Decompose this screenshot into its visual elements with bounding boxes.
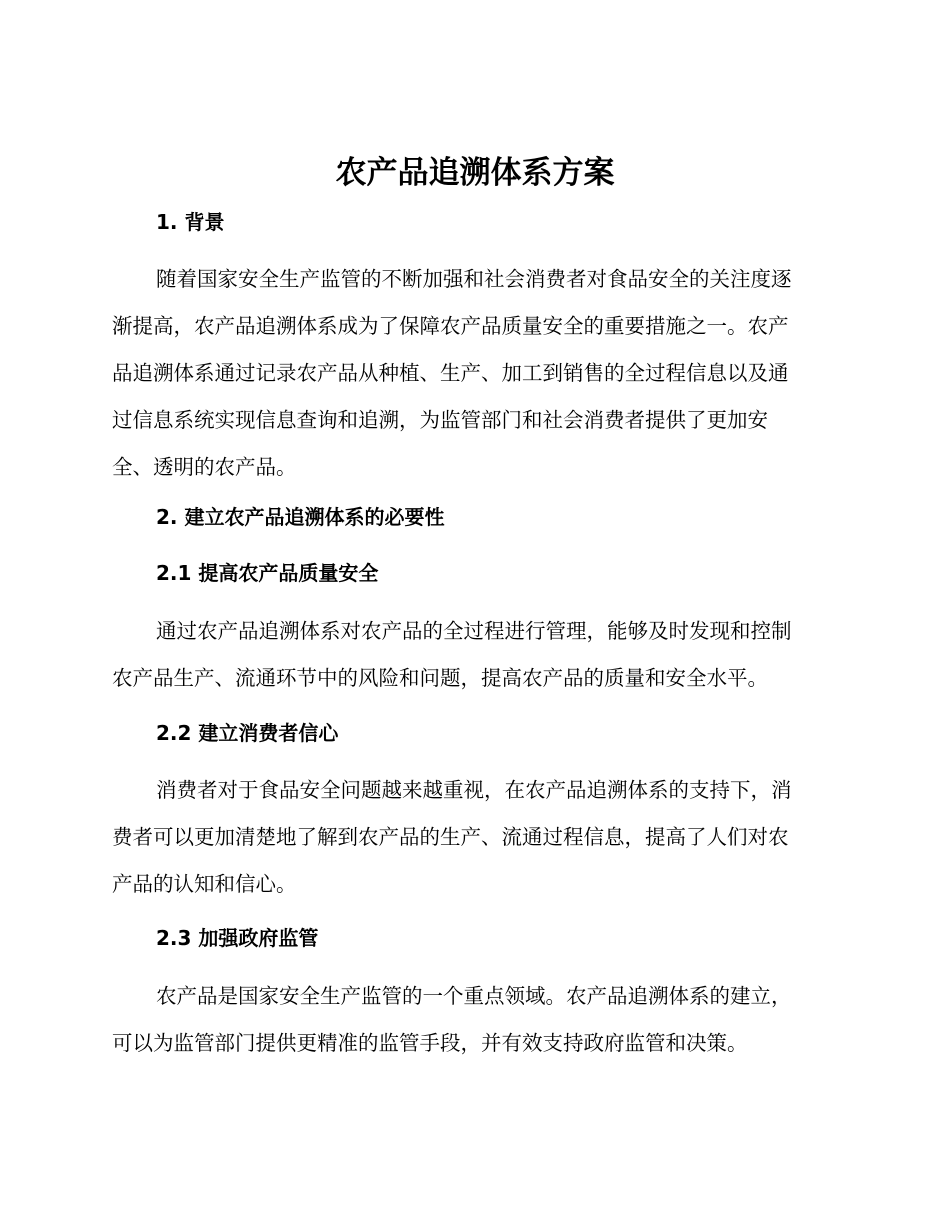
- paragraph-line: 费者可以更加清楚地了解到农产品的生产、流通过程信息，提高了人们对农: [112, 825, 789, 849]
- paragraph-line: 渐提高，农产品追溯体系成为了保障农产品质量安全的重要措施之一。农产: [112, 314, 789, 338]
- paragraph-quality-safety: [112, 608, 837, 702]
- paragraph-line: 过信息系统实现信息查询和追溯，为监管部门和社会消费者提供了更加安: [112, 408, 768, 432]
- section-heading-necessity: 2. 建立农产品追溯体系的必要性: [156, 505, 445, 529]
- subsection-heading-quality-safety: 2.1 提高农产品质量安全: [156, 561, 379, 585]
- paragraph-line: 农产品是国家安全生产监管的一个重点领域。农产品追溯体系的建立，: [156, 984, 792, 1008]
- paragraph-consumer-confidence: [112, 767, 837, 908]
- subsection-heading-consumer-confidence: 2.2 建立消费者信心: [156, 721, 339, 745]
- paragraph-line: 消费者对于食品安全问题越来越重视，在农产品追溯体系的支持下，消: [156, 778, 792, 802]
- paragraph-line: 通过农产品追溯体系对农产品的全过程进行管理，能够及时发现和控制: [156, 619, 792, 643]
- subsection-heading-government-supervision: 2.3 加强政府监管: [156, 926, 319, 950]
- section-heading-background: 1. 背景: [156, 210, 225, 234]
- paragraph-line: 品追溯体系通过记录农产品从种植、生产、加工到销售的全过程信息以及通: [112, 361, 789, 385]
- paragraph-line: 全、透明的农产品。: [112, 455, 297, 479]
- document-title: 农产品追溯体系方案: [335, 155, 615, 191]
- paragraph-line: 产品的认知和信心。: [112, 872, 297, 896]
- paragraph-government-supervision: [112, 973, 837, 1067]
- paragraph-line: 农产品生产、流通环节中的风险和问题，提高农产品的质量和安全水平。: [112, 666, 768, 690]
- paragraph-background: [112, 256, 837, 491]
- paragraph-line: 随着国家安全生产监管的不断加强和社会消费者对食品安全的关注度逐: [156, 267, 792, 291]
- paragraph-line: 可以为监管部门提供更精准的监管手段，并有效支持政府监管和决策。: [112, 1031, 748, 1055]
